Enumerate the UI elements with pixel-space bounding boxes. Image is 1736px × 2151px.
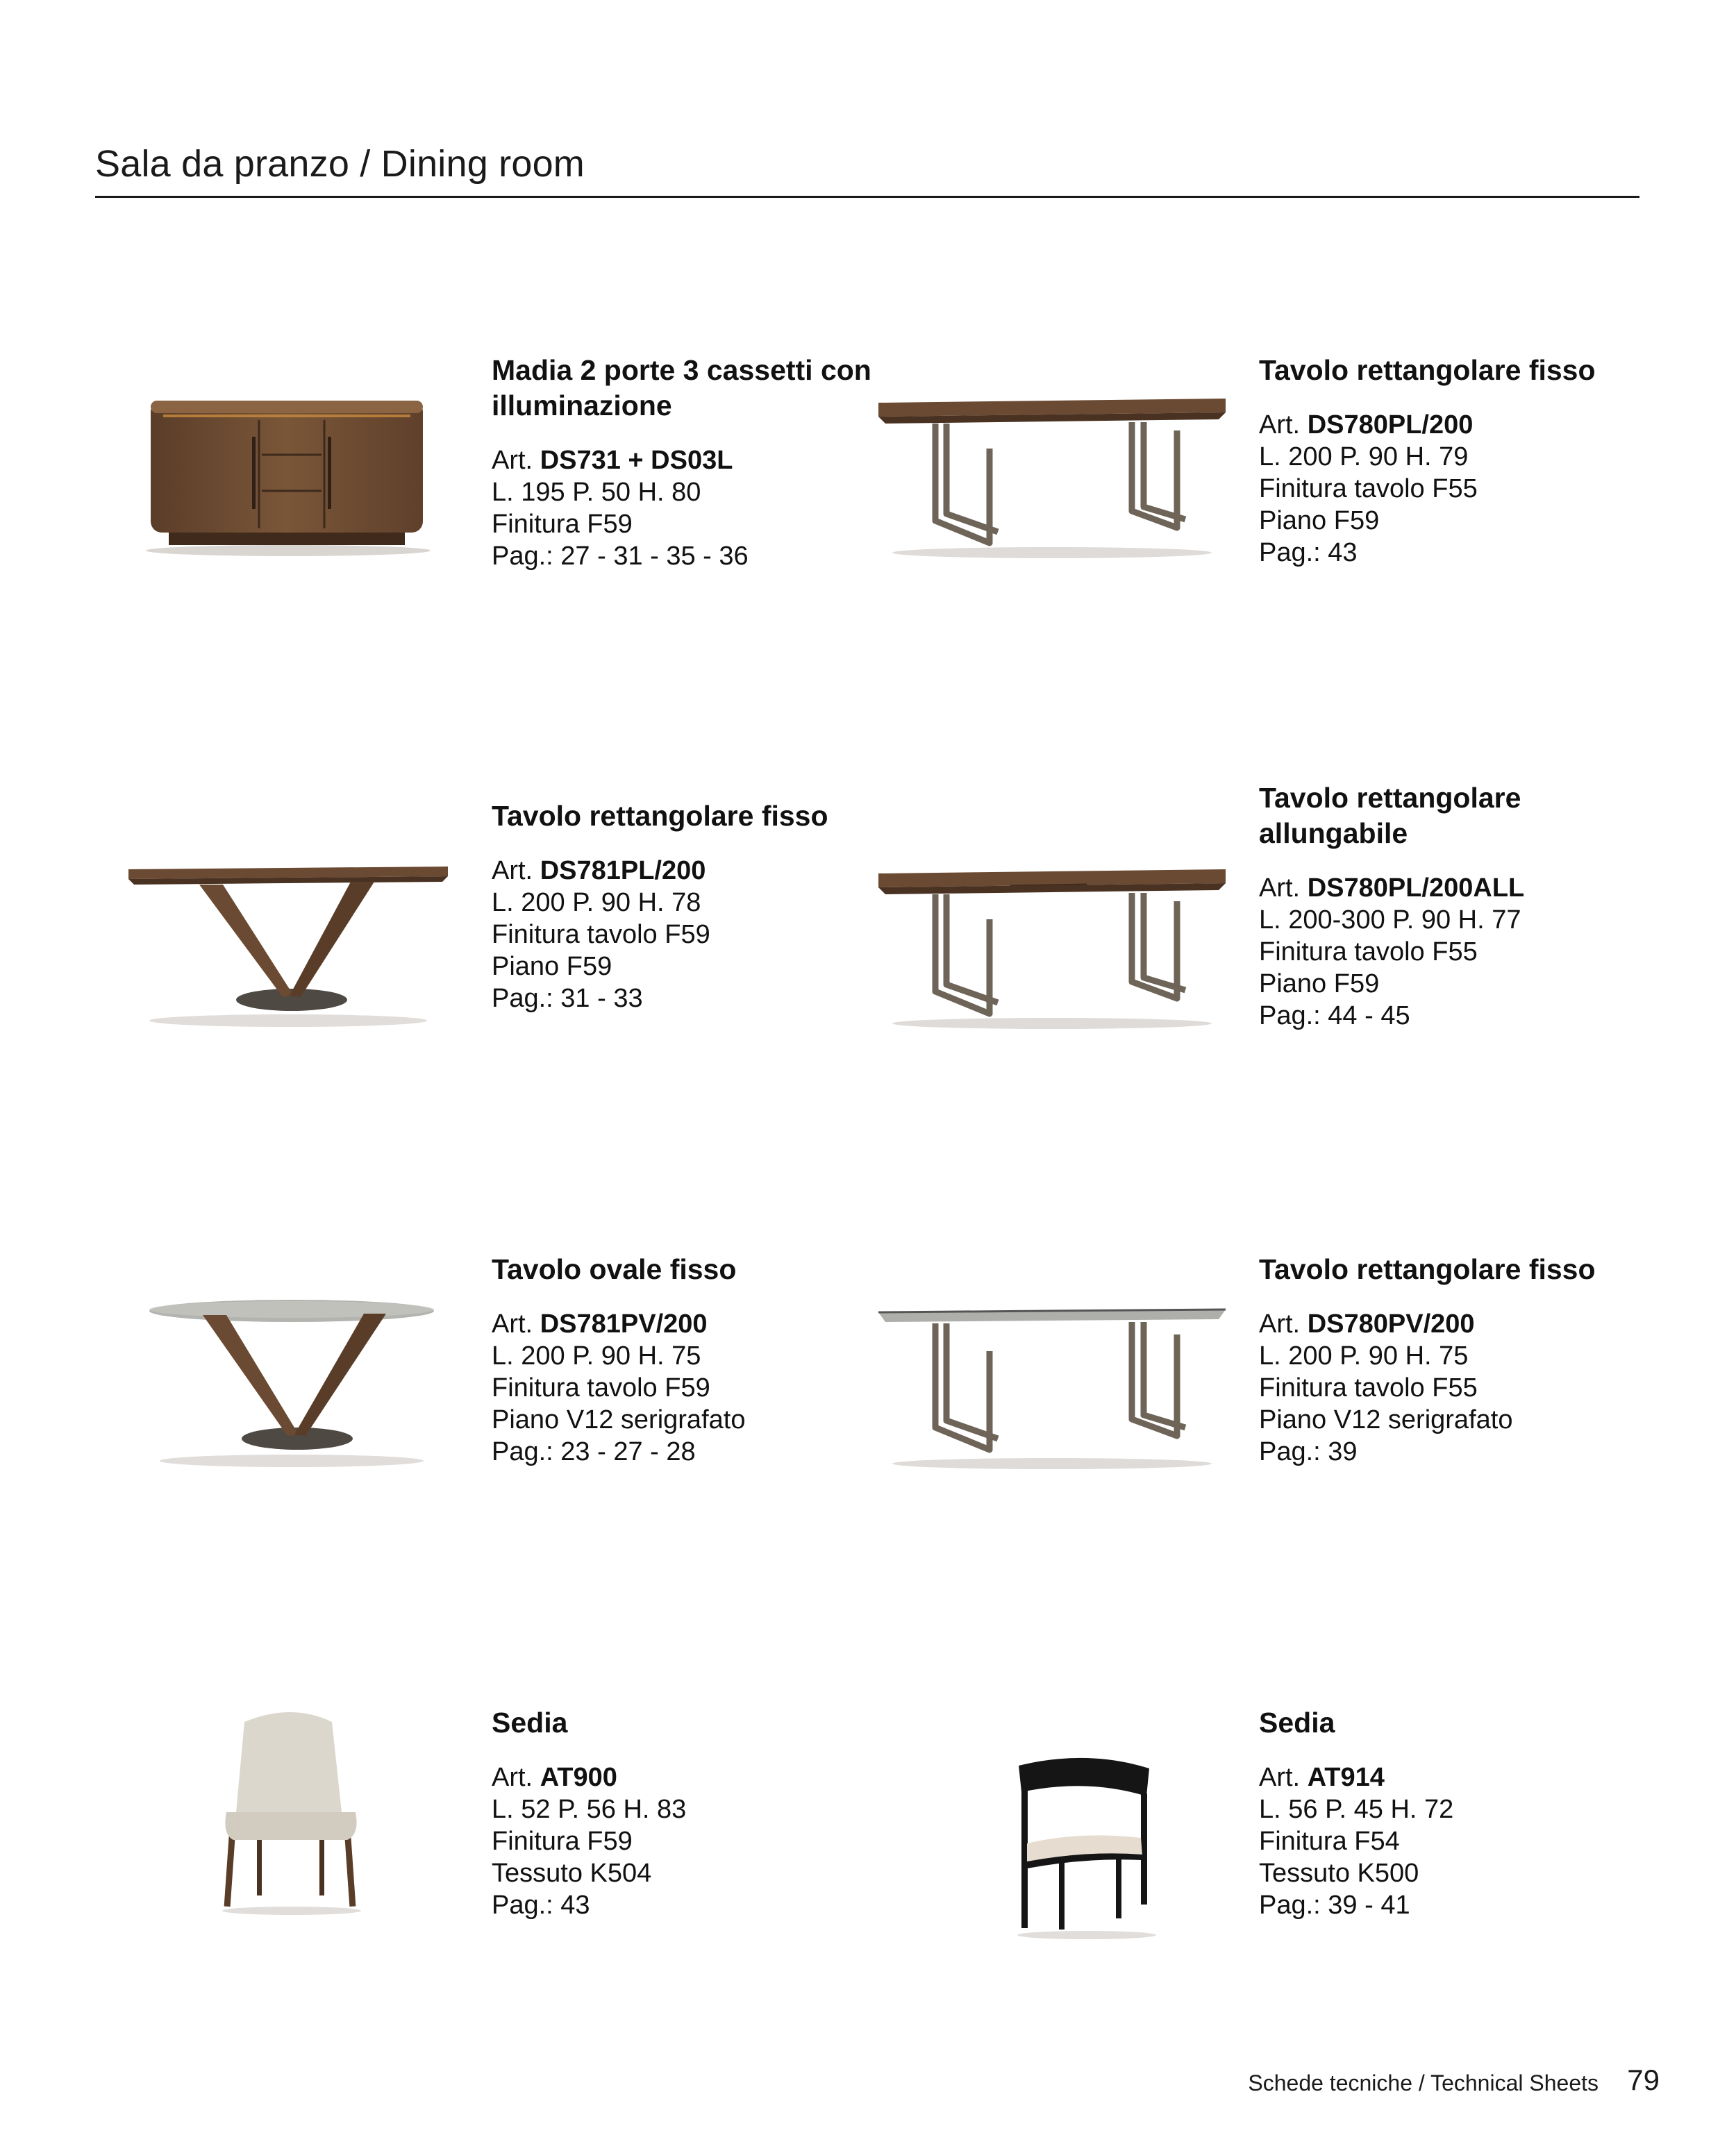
product-top: Piano F59 xyxy=(1259,969,1380,998)
product-article: Art. DS780PL/200ALL xyxy=(1259,873,1525,903)
product-info-table-ds781pv xyxy=(492,1252,880,1468)
product-fabric: Tessuto K500 xyxy=(1259,1859,1419,1888)
product-dimensions: L. 56 P. 45 H. 72 xyxy=(1259,1795,1454,1824)
product-finish: Finitura tavolo F55 xyxy=(1259,1373,1478,1403)
article-code: AT914 xyxy=(1307,1763,1385,1792)
product-top: Piano V12 serigrafato xyxy=(492,1405,746,1434)
product-info-chair-at900 xyxy=(492,1705,880,1921)
product-pages: Pag.: 31 - 33 xyxy=(492,984,643,1013)
product-article: Art. DS781PV/200 xyxy=(492,1309,708,1339)
article-code: DS780PL/200ALL xyxy=(1307,873,1525,903)
product-finish: Finitura tavolo F59 xyxy=(492,920,710,949)
product-dimensions: L. 200 P. 90 H. 79 xyxy=(1259,442,1469,471)
glass-top-table-icon xyxy=(871,1298,1233,1472)
product-image-table-ds780pl xyxy=(871,382,1233,562)
v-base-table-icon xyxy=(122,854,455,1035)
product-finish: Finitura tavolo F55 xyxy=(1259,474,1478,503)
product-name: Madia 2 porte 3 cassetti con illuminazione xyxy=(492,354,871,421)
product-dimensions: L. 195 P. 50 H. 80 xyxy=(492,478,701,507)
article-code: DS781PV/200 xyxy=(540,1309,708,1339)
product-info-table-ds780pl-all xyxy=(1259,780,1648,1032)
product-dimensions: L. 200 P. 90 H. 75 xyxy=(1259,1341,1469,1371)
page-title: Sala da pranzo / Dining room xyxy=(95,143,585,185)
product-top: Piano F59 xyxy=(492,952,612,981)
footer-section-label: Schede tecniche / Technical Sheets xyxy=(1248,2070,1599,2095)
product-info-table-ds780pl xyxy=(1259,353,1648,569)
product-article: Art. DS781PL/200 xyxy=(492,856,706,885)
product-finish: Finitura F59 xyxy=(492,510,633,539)
product-pages: Pag.: 44 - 45 xyxy=(1259,1001,1410,1030)
oval-glass-table-icon xyxy=(139,1291,444,1472)
product-dimensions: L. 200 P. 90 H. 75 xyxy=(492,1341,701,1371)
product-top: Piano F59 xyxy=(1259,506,1380,535)
title-divider xyxy=(95,196,1639,198)
page-number: 79 xyxy=(1627,2064,1660,2096)
product-pages: Pag.: 43 xyxy=(1259,538,1358,567)
product-image-table-ds781pl xyxy=(122,854,455,1035)
product-image-table-ds781pv xyxy=(139,1291,444,1472)
product-info-chair-at914 xyxy=(1259,1705,1648,1921)
product-name: Tavolo rettangolare fisso xyxy=(1259,1253,1596,1285)
product-article: Art. DS731 + DS03L xyxy=(492,446,733,475)
product-pages: Pag.: 39 - 41 xyxy=(1259,1891,1410,1920)
product-article: Art. DS780PL/200 xyxy=(1259,410,1474,440)
product-image-sideboard xyxy=(135,378,441,559)
article-code: DS780PV/200 xyxy=(1307,1309,1475,1339)
product-article: Art. AT900 xyxy=(492,1763,617,1792)
product-name: Sedia xyxy=(492,1707,568,1739)
product-pages: Pag.: 43 xyxy=(492,1891,590,1920)
product-image-table-ds780pl-all xyxy=(871,853,1233,1033)
product-finish: Finitura tavolo F59 xyxy=(492,1373,710,1403)
article-code: DS780PL/200 xyxy=(1307,410,1474,440)
product-article: Art. DS780PV/200 xyxy=(1259,1309,1475,1339)
product-info-table-ds780pv xyxy=(1259,1252,1648,1468)
article-code: DS731 + DS03L xyxy=(540,446,733,475)
article-code: DS781PL/200 xyxy=(540,856,706,885)
product-image-chair-at900 xyxy=(208,1708,375,1916)
product-dimensions: L. 200 P. 90 H. 78 xyxy=(492,888,701,917)
product-name: Tavolo ovale fisso xyxy=(492,1253,737,1285)
armchair-black-frame-icon xyxy=(1003,1753,1170,1941)
product-image-chair-at914 xyxy=(1003,1753,1170,1941)
extendable-table-icon xyxy=(871,853,1233,1033)
product-info-table-ds781pl xyxy=(492,798,880,1014)
product-finish: Finitura tavolo F55 xyxy=(1259,937,1478,966)
rectangular-table-bronze-legs-icon xyxy=(871,382,1233,562)
product-dimensions: L. 200-300 P. 90 H. 77 xyxy=(1259,905,1521,935)
product-finish: Finitura F59 xyxy=(492,1827,633,1856)
product-name: Sedia xyxy=(1259,1707,1335,1739)
product-image-table-ds780pv xyxy=(871,1298,1233,1472)
product-pages: Pag.: 27 - 31 - 35 - 36 xyxy=(492,542,749,571)
product-top: Piano V12 serigrafato xyxy=(1259,1405,1513,1434)
product-pages: Pag.: 39 xyxy=(1259,1437,1358,1466)
product-dimensions: L. 52 P. 56 H. 83 xyxy=(492,1795,687,1824)
product-article: Art. AT914 xyxy=(1259,1763,1385,1792)
product-finish: Finitura F54 xyxy=(1259,1827,1400,1856)
product-info-sideboard xyxy=(492,353,880,572)
product-name: Tavolo rettangolare fisso xyxy=(492,800,828,832)
sideboard-icon xyxy=(135,378,441,559)
product-name: Tavolo rettangolare allungabile xyxy=(1259,782,1521,849)
product-fabric: Tessuto K504 xyxy=(492,1859,652,1888)
product-pages: Pag.: 23 - 27 - 28 xyxy=(492,1437,696,1466)
upholstered-chair-icon xyxy=(208,1708,375,1916)
product-name: Tavolo rettangolare fisso xyxy=(1259,354,1596,386)
article-code: AT900 xyxy=(540,1763,617,1792)
